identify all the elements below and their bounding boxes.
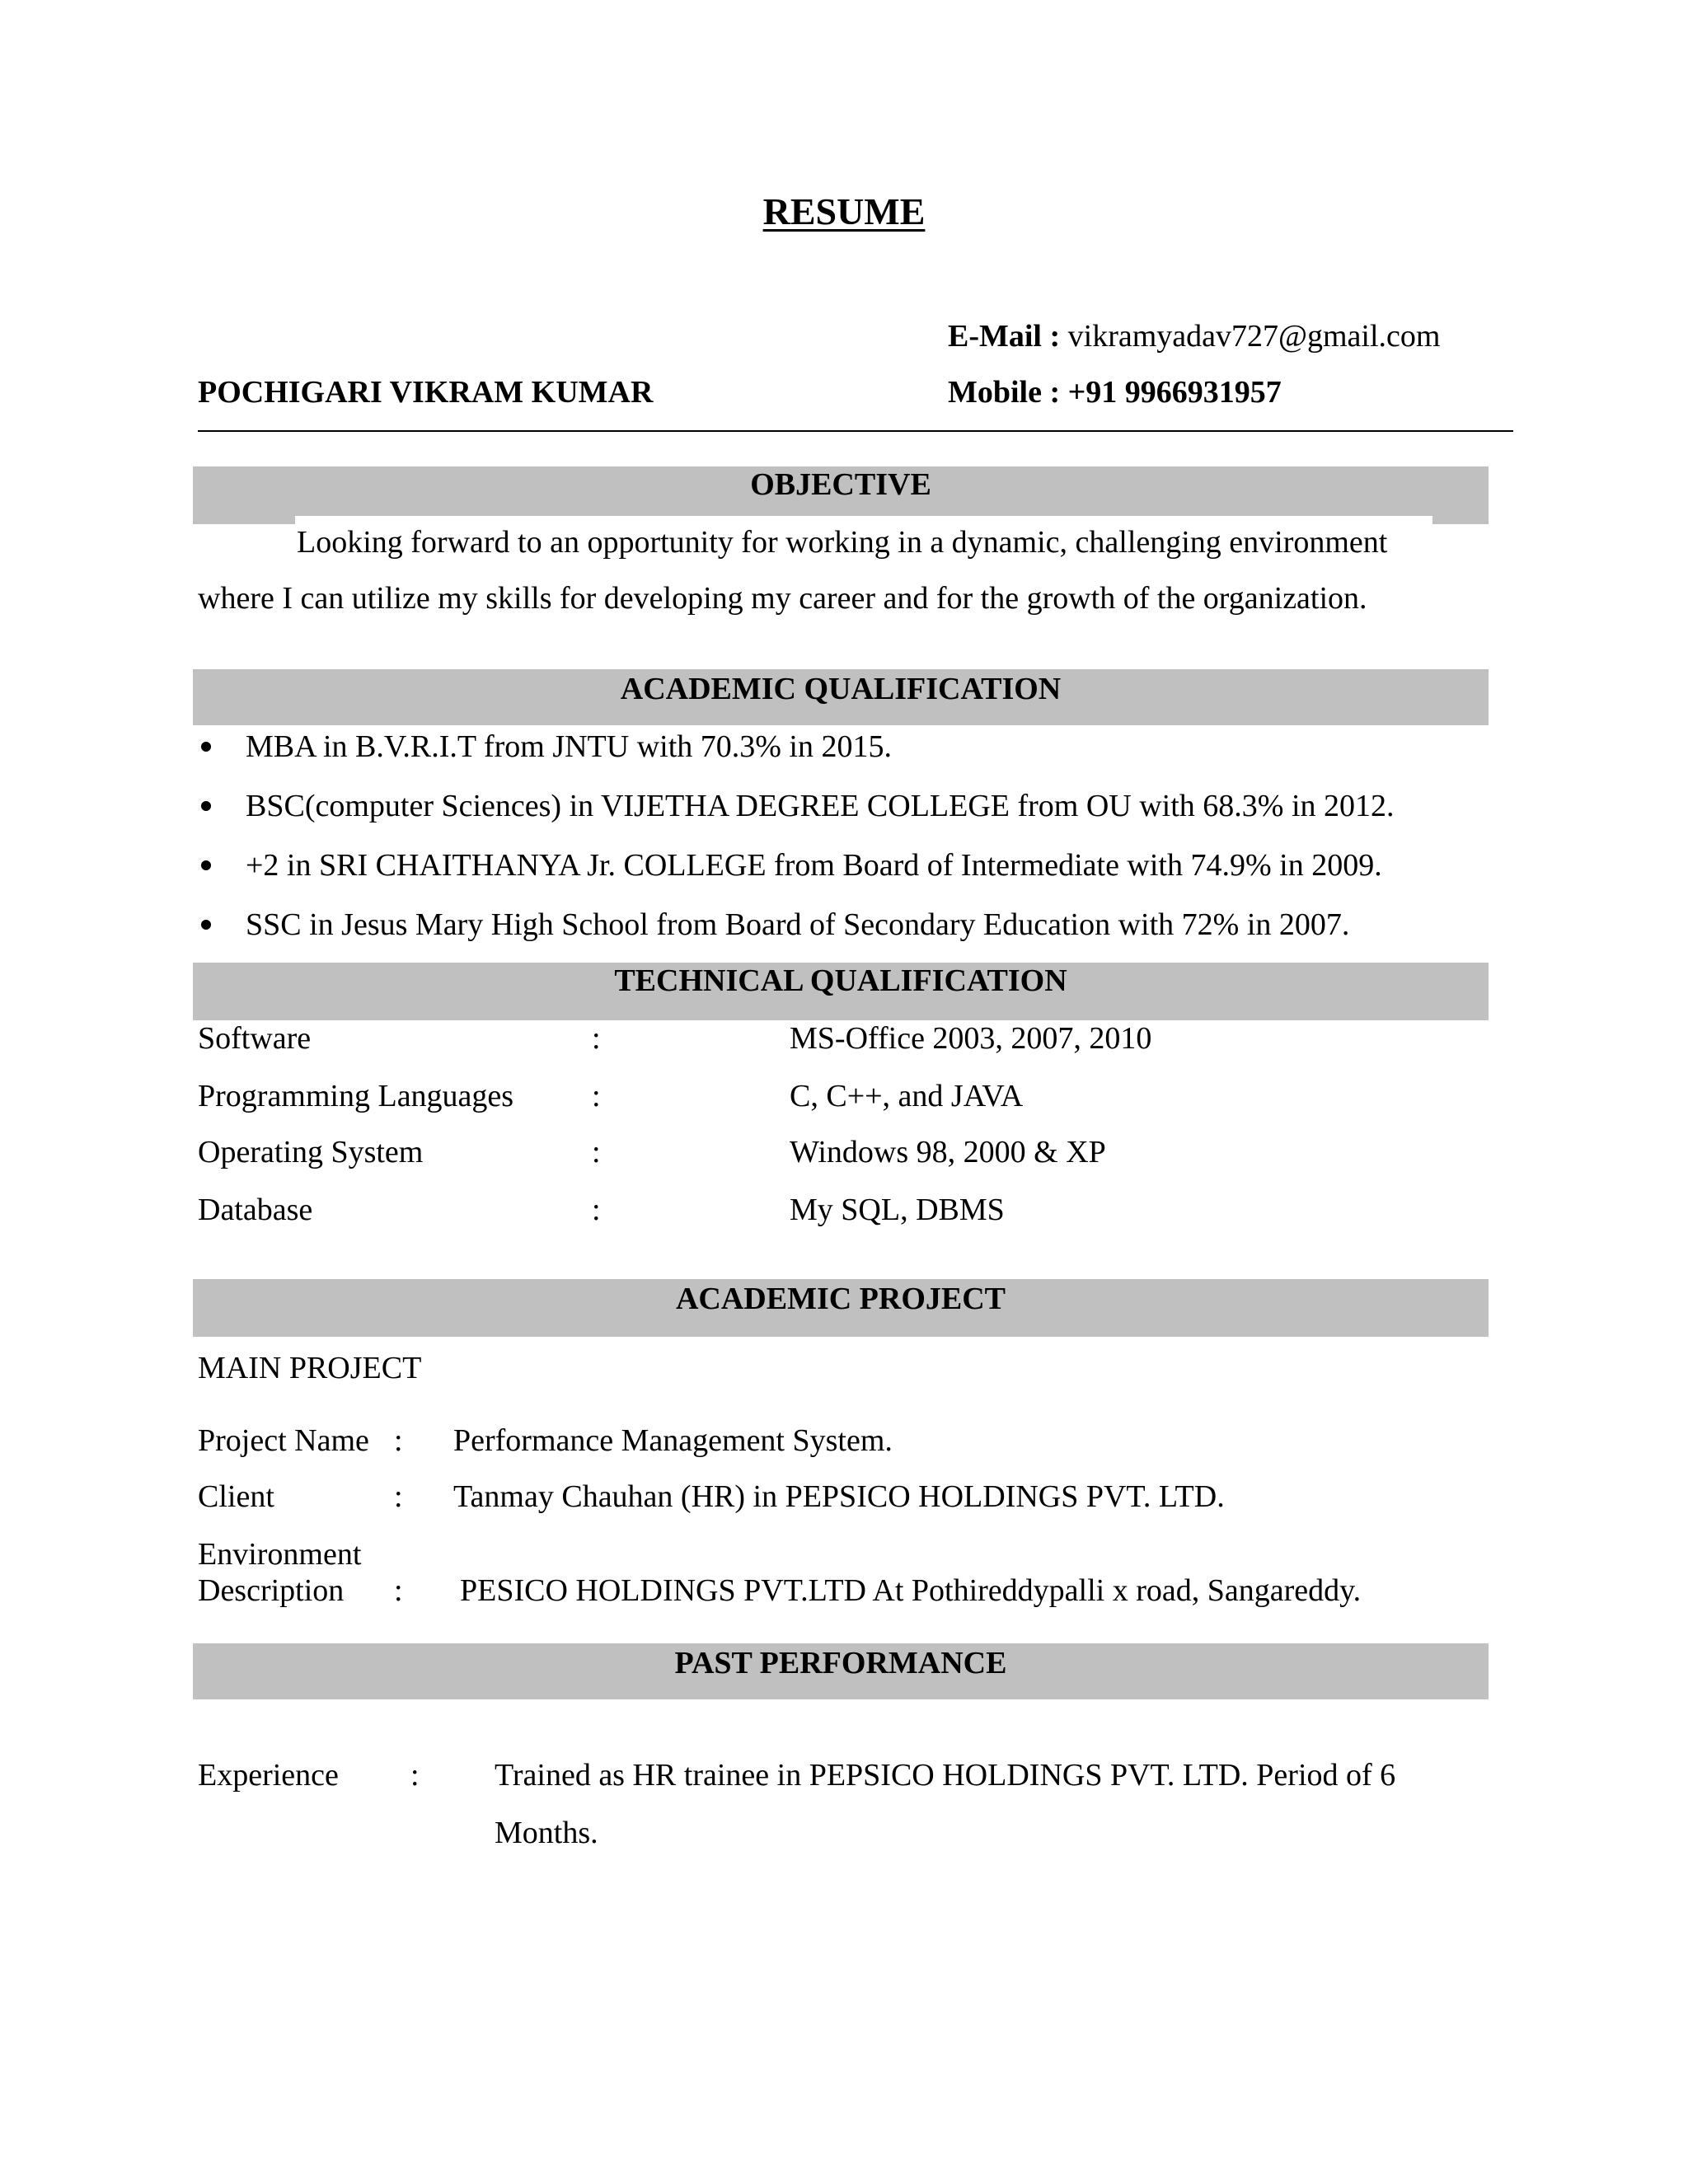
project-env-label: Environment bbox=[198, 1537, 362, 1572]
technical-heading: TECHNICAL QUALIFICATION bbox=[614, 963, 1067, 998]
project-name-value: Performance Management System. bbox=[453, 1423, 893, 1458]
tech-row-label: Programming Languages bbox=[198, 1079, 514, 1113]
experience-line-1: Trained as HR trainee in PEPSICO HOLDINGS PVT. LTD. Period of 6 bbox=[495, 1758, 1396, 1793]
mobile-line bbox=[948, 374, 1282, 410]
tech-row-label: Database bbox=[198, 1193, 313, 1227]
academic-item-1: MBA in B.V.R.I.T from JNTU with 70.3% in 2015. bbox=[246, 729, 892, 764]
academic-heading: ACADEMIC QUALIFICATION bbox=[620, 672, 1062, 706]
experience-line-2: Months. bbox=[495, 1816, 598, 1850]
academic-item-4: SSC in Jesus Mary High School from Board of Secondary Education with 72% in 2007. bbox=[246, 907, 1350, 942]
project-desc-label: Description bbox=[198, 1573, 345, 1608]
tech-row-sep: : bbox=[592, 1079, 601, 1113]
candidate-name: POCHIGARI VIKRAM KUMAR bbox=[198, 375, 654, 410]
project-env-value: PESICO HOLDINGS PVT.LTD At Pothireddypalli x road, Sangareddy. bbox=[460, 1573, 1362, 1608]
tech-row-sep: : bbox=[592, 1021, 601, 1056]
bullet-icon bbox=[201, 920, 211, 930]
email-line bbox=[948, 318, 1440, 354]
tech-row-sep: : bbox=[592, 1135, 601, 1169]
past-heading: PAST PERFORMANCE bbox=[674, 1646, 1007, 1680]
tech-row-value: Windows 98, 2000 & XP bbox=[790, 1135, 1106, 1169]
academic-item-2: BSC(computer Sciences) in VIJETHA DEGREE COLLEGE from OU with 68.3% in 2012. bbox=[246, 789, 1395, 823]
project-subheading: MAIN PROJECT bbox=[198, 1351, 422, 1385]
mobile-label: Mobile : bbox=[948, 375, 1061, 410]
tech-row-label: Software bbox=[198, 1021, 312, 1056]
tech-row-value: C, C++, and JAVA bbox=[790, 1079, 1024, 1113]
academic-item-3: +2 in SRI CHAITHANYA Jr. COLLEGE from Board of Intermediate with 74.9% in 2009. bbox=[246, 848, 1382, 883]
page-title: RESUME bbox=[762, 190, 926, 232]
tech-row-value: My SQL, DBMS bbox=[790, 1193, 1005, 1227]
project-env-sep: : bbox=[394, 1573, 403, 1608]
project-client-sep: : bbox=[394, 1479, 403, 1514]
project-name-sep: : bbox=[394, 1423, 403, 1458]
header-divider bbox=[198, 430, 1513, 432]
project-heading: ACADEMIC PROJECT bbox=[675, 1282, 1006, 1316]
mobile-value: +91 9966931957 bbox=[1067, 375, 1282, 410]
tech-row-value: MS-Office 2003, 2007, 2010 bbox=[790, 1021, 1152, 1056]
bullet-icon bbox=[201, 860, 211, 870]
tech-row-sep: : bbox=[592, 1193, 601, 1227]
bullet-icon bbox=[201, 742, 211, 752]
objective-line-1: Looking forward to an opportunity for working in a dynamic, challenging environment bbox=[297, 525, 1388, 560]
email-value: vikramyadav727@gmail.com bbox=[1067, 319, 1441, 354]
project-client-value: Tanmay Chauhan (HR) in PEPSICO HOLDINGS PVT. LTD. bbox=[453, 1479, 1225, 1514]
objective-heading: OBJECTIVE bbox=[750, 467, 931, 502]
tech-row-label: Operating System bbox=[198, 1135, 424, 1169]
project-name-label: Project Name bbox=[198, 1423, 369, 1458]
project-client-label: Client bbox=[198, 1479, 274, 1514]
bullet-icon bbox=[201, 801, 211, 811]
experience-label: Experience bbox=[198, 1758, 339, 1793]
email-label: E-Mail : bbox=[948, 319, 1061, 354]
experience-sep: : bbox=[410, 1758, 420, 1793]
objective-line-2: where I can utilize my skills for developing my career and for the growth of the organization. bbox=[198, 581, 1367, 616]
